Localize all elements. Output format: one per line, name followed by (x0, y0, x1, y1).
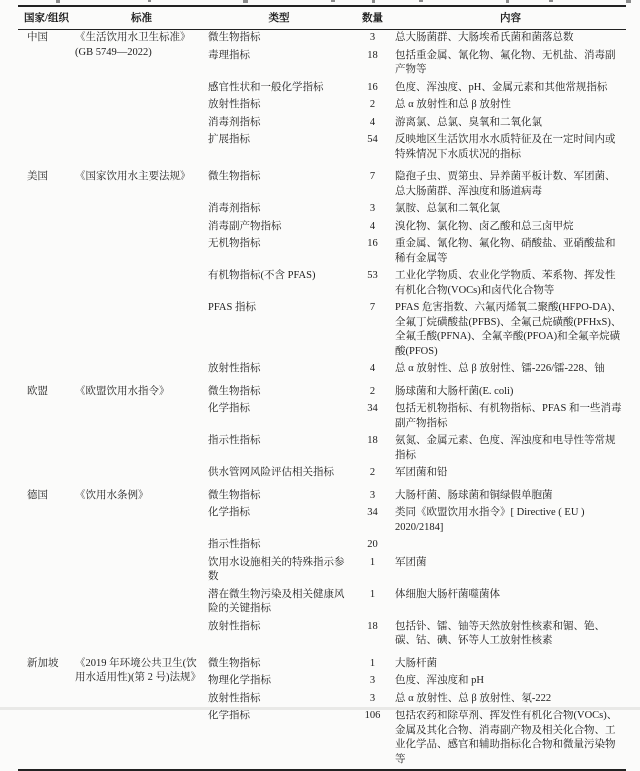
type-cell: 化学指标 (208, 710, 250, 721)
table-row (18, 164, 626, 201)
type-cell: 微生物指标 (208, 657, 261, 669)
content-cell: 重金属、氰化物、氟化物、硝酸盐、亚硝酸盐和稀有金属等 (395, 238, 616, 264)
column-header: 标准 (75, 6, 208, 30)
content-cell: 色度、浑浊度和 pH (395, 675, 484, 686)
count-cell: 7 (369, 302, 376, 313)
type-cell: 供水管网风险评估相关指标 (208, 467, 334, 478)
count-cell: 18 (367, 49, 378, 61)
table-row (18, 379, 626, 402)
content-cell: 隐孢子虫、贾第虫、异养菌平板计数、军团菌、总大肠菌群、浑浊度和肠道病毒 (395, 171, 616, 197)
column-header: 内容 (395, 6, 626, 30)
cropped-caption-remnant (0, 0, 640, 4)
count-cell: 3 (369, 675, 376, 686)
header-row (18, 6, 626, 30)
content-cell (395, 537, 626, 555)
content-cell: 大肠杆菌、肠球菌和铜绿假单胞菌 (395, 489, 553, 501)
count-cell: 18 (367, 620, 378, 632)
type-cell: 消毒剂指标 (208, 203, 261, 214)
count-cell: 34 (367, 403, 378, 414)
content-cell: 工业化学物质、农业化学物质、苯系物、挥发性有机化合物(VOCs)和卤代化合物等 (395, 270, 616, 296)
content-cell: 总 α 放射性和总 β 放射性 (395, 99, 511, 110)
standard-cell: 《饮用水条例》 (75, 489, 149, 501)
count-cell: 53 (367, 270, 378, 281)
count-cell: 1 (369, 657, 376, 669)
content-cell: 包括农药和除草剂、挥发性有机化合物(VOCs)、金属及其化合物、消毒副产物及相关化合物、工业化学品、感官和辅助指标化合物和微量污染物等 (395, 710, 618, 765)
country-cell: 中国 (27, 32, 48, 43)
count-cell: 3 (369, 692, 376, 704)
content-cell: 色度、浑浊度、pH、金属元素和其他常规指标 (395, 81, 608, 93)
country-cell: 美国 (27, 171, 48, 182)
type-cell: 扩展指标 (208, 134, 250, 145)
column-header: 数量 (350, 6, 395, 30)
table-header (18, 6, 626, 30)
type-cell: 放射性指标 (208, 363, 261, 374)
type-cell: 物理化学指标 (208, 675, 271, 686)
count-cell: 2 (369, 99, 376, 110)
count-cell: 4 (369, 116, 376, 128)
content-cell: 氨氮、金属元素、色度、浑浊度和电导性等常规指标 (395, 435, 616, 461)
type-cell: 放射性指标 (208, 692, 261, 704)
type-cell: 潜在微生物污染及相关健康风险的关键指标 (208, 588, 345, 614)
content-cell: 体细胞大肠杆菌噬菌体 (395, 588, 500, 600)
type-cell: 化学指标 (208, 507, 250, 518)
standard-cell: 《2019 年环境公共卫生(饮用水适用性)(第 2 号)法规》 (75, 657, 201, 683)
content-cell: 总 α 放射性、总 β 放射性、氡-222 (395, 692, 552, 704)
type-cell: 无机物指标 (208, 238, 261, 249)
count-cell: 2 (369, 385, 376, 397)
content-cell: 包括无机物指标、有机物指标、PFAS 和一些消毒副产物指标 (395, 403, 622, 429)
content-cell: 反映地区生活饮用水水质特征及在一定时间内或特殊情况下水质状况的指标 (395, 134, 616, 160)
type-cell: 放射性指标 (208, 620, 261, 632)
type-cell: 有机物指标(不含 PFAS) (208, 270, 316, 281)
table-row (18, 30, 626, 48)
country-cell: 新加坡 (27, 657, 59, 669)
count-cell: 3 (369, 203, 376, 214)
type-cell: PFAS 指标 (208, 302, 256, 313)
content-cell: 类同《欧盟饮用水指令》[ Directive ( EU ) 2020/2184] (395, 507, 585, 533)
count-cell: 106 (364, 710, 381, 721)
count-cell: 2 (369, 467, 376, 478)
country-cell: 欧盟 (27, 385, 48, 397)
table-row (18, 483, 626, 506)
count-cell: 54 (367, 134, 378, 145)
type-cell: 指示性指标 (208, 435, 261, 446)
count-cell: 3 (369, 489, 376, 501)
type-cell: 化学指标 (208, 403, 250, 414)
standard-cell: 《欧盟饮用水指令》 (75, 385, 170, 397)
scan-artifact-band (0, 707, 640, 710)
content-cell: 大肠杆菌 (395, 657, 437, 669)
count-cell: 18 (367, 435, 378, 446)
count-cell: 1 (369, 556, 376, 568)
content-cell: 包括重金属、氰化物、氟化物、无机盐、消毒副产物等 (395, 49, 616, 75)
count-cell: 4 (369, 220, 376, 232)
count-cell: 20 (367, 539, 378, 550)
type-cell: 消毒副产物指标 (208, 220, 282, 232)
count-cell: 1 (369, 588, 376, 600)
type-cell: 微生物指标 (208, 489, 261, 501)
type-cell: 指示性指标 (208, 539, 261, 550)
type-cell: 消毒剂指标 (208, 116, 261, 128)
content-cell: PFAS 危害指数、六氟丙烯氧二聚酸(HFPO-DA)、全氟丁烷磺酸盐(PFBS)、全氟己烷磺酸(PFHxS)、全氟壬酸(PFNA)、全氟辛酸(PFOA)和全氟辛烷磺酸(PFOS) (395, 302, 622, 357)
water-standards-table-wrap (18, 5, 626, 771)
column-header: 类型 (208, 6, 350, 30)
content-cell: 军团菌 (395, 556, 427, 568)
type-cell: 微生物指标 (208, 32, 261, 43)
count-cell: 16 (367, 238, 378, 249)
table-row (18, 651, 626, 674)
type-cell: 微生物指标 (208, 385, 261, 397)
count-cell: 7 (369, 171, 376, 182)
type-cell: 饮用水设施相关的特殊指示参数 (208, 556, 345, 582)
count-cell: 16 (367, 81, 378, 93)
standard-cell: 《国家饮用水主要法规》 (75, 171, 191, 182)
type-cell: 放射性指标 (208, 99, 261, 110)
content-cell: 包括钋、镭、铀等天然放射性核素和镅、铯、碳、钴、碘、钚等人工放射性核素 (395, 620, 605, 646)
country-cell: 德国 (27, 489, 48, 501)
count-cell: 34 (367, 507, 378, 518)
content-cell: 溴化物、氯化物、卤乙酸和总三卤甲烷 (395, 220, 574, 232)
column-header: 国家/组织 (18, 6, 75, 30)
water-standards-table (18, 5, 626, 771)
count-cell: 3 (369, 32, 376, 43)
type-cell: 感官性状和一般化学指标 (208, 81, 324, 93)
content-cell: 肠球菌和大肠杆菌(E. coli) (395, 385, 514, 397)
type-cell: 毒理指标 (208, 49, 250, 61)
content-cell: 游离氯、总氯、臭氧和二氧化氯 (395, 116, 542, 128)
content-cell: 总大肠菌群、大肠埃希氏菌和菌落总数 (395, 32, 574, 43)
standard-cell: 《生活饮用水卫生标准》(GB 5749—2022) (75, 32, 191, 58)
content-cell: 总 α 放射性、总 β 放射性、镭-226/镭-228、铀 (395, 363, 605, 374)
count-cell: 4 (369, 363, 376, 374)
type-cell: 微生物指标 (208, 171, 261, 182)
content-cell: 军团菌和铅 (395, 467, 448, 478)
content-cell: 氯胺、总氯和二氧化氯 (395, 203, 500, 214)
